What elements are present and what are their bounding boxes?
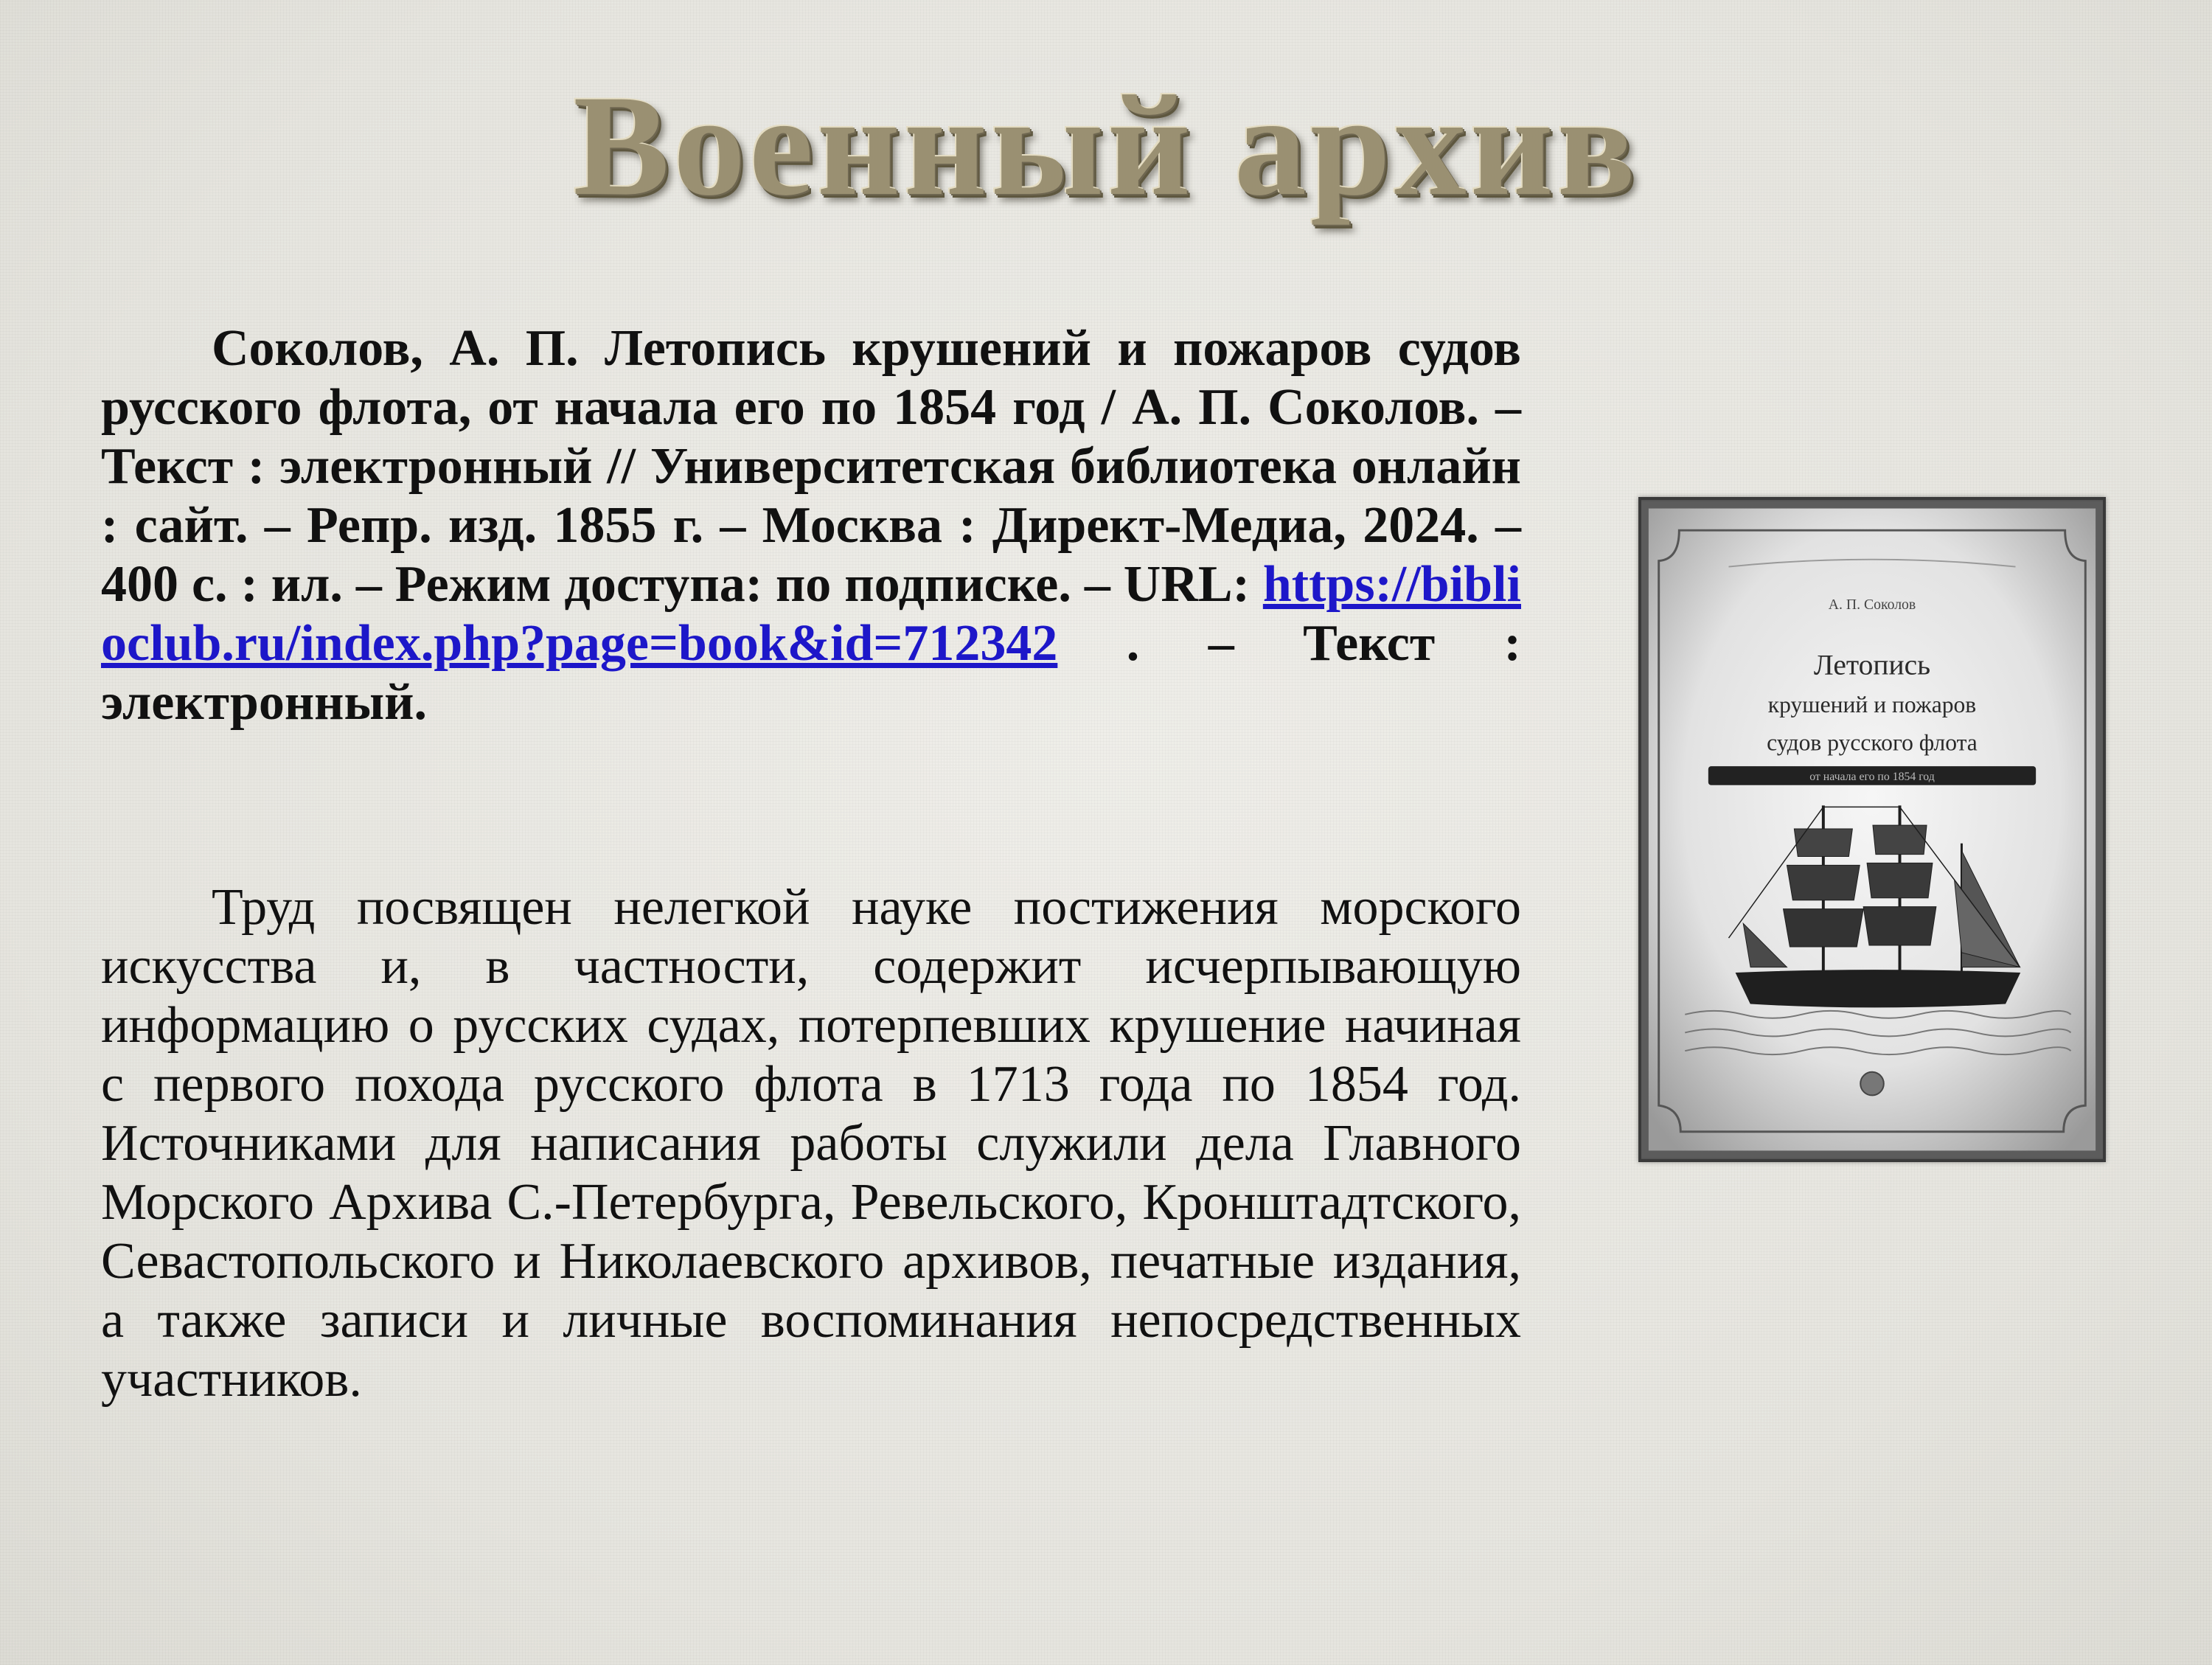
citation-text: Соколов, А. П. Летопись крушений и пожаров судов русского флота, от начала его по 1854 год / А. П. Соколов. – Текст : электронный // Университетская библиотека онлайн : сайт. – Репр. изд. 1855 г. – Москва : Директ-Медиа, 2024. – 400 с. : ил. – Режим доступа: по подписке. – URL:	[101, 320, 1521, 613]
cover-title-line-3: судов русского флота	[1767, 729, 1978, 756]
cover-title-line-2: крушений и пожаров	[1767, 692, 1977, 718]
bibliographic-citation	[101, 319, 1521, 732]
publisher-logo-icon	[1860, 1072, 1884, 1096]
cover-title-line-1: Летопись	[1813, 648, 1931, 681]
book-description: Труд посвящен нелегкой науке постижения морского искусства и, в частности, содержит исчерпывающую информацию о русских судах, потерпевших крушение начиная с первого похода русского флота в 1713 года по 1854 год. Источниками для написания работы служили дела Главного Морского Архива С.-Петербурга, Ревельского, Кронштадтского, Севастопольского и Николаевского архивов, печатные издания, а также записи и личные воспоминания непосредственных участников.	[101, 879, 1521, 1408]
cover-author: А. П. Соколов	[1828, 596, 1916, 613]
cover-subtitle: от начала его по 1854 год	[1809, 770, 1935, 783]
book-url-link[interactable]: https://biblioclub.ru/index.php?page=book&id=712342	[101, 556, 1521, 672]
slide-title: Военный архив	[573, 66, 1639, 226]
book-cover-image	[1638, 497, 2106, 1162]
citation-suffix: . – Текст : электронный.	[101, 615, 1521, 731]
